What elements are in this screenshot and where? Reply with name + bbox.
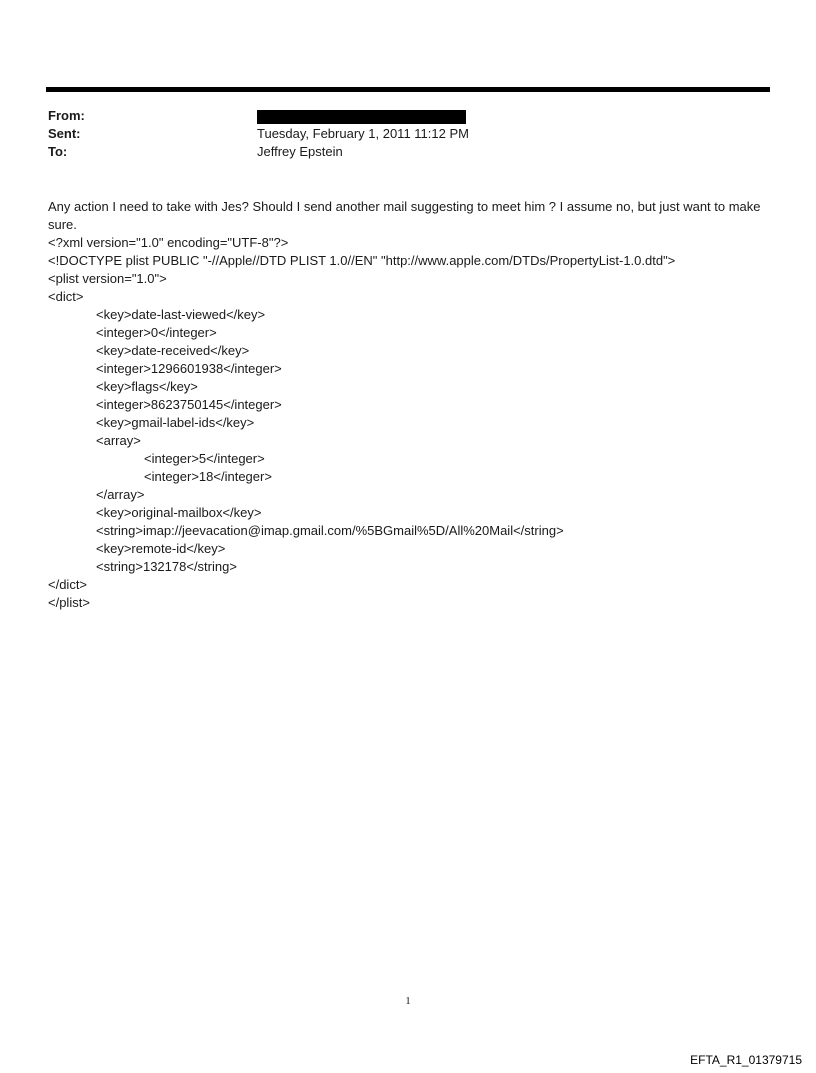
code-line: <integer>18</integer> <box>144 469 272 484</box>
code-line: </array> <box>96 487 145 502</box>
page-number: 1 <box>405 995 411 1007</box>
code-line: <dict> <box>48 289 84 304</box>
to-value: Jeffrey Epstein <box>257 144 343 159</box>
code-line: </dict> <box>48 577 88 592</box>
code-line: <string>imap://jeevacation@imap.gmail.com/%5BGmail%5D/All%20Mail</string> <box>96 523 564 538</box>
code-line: <key>original-mailbox</key> <box>96 505 262 520</box>
message-intro: Any action I need to take with Jes? Should I send another mail suggesting to meet him ? I assume no, but just want to make sure. <box>48 199 761 232</box>
code-line: <integer>5</integer> <box>144 451 265 466</box>
code-line: <!DOCTYPE plist PUBLIC "-//Apple//DTD PLIST 1.0//EN" "http://www.apple.com/DTDs/PropertyList-1.0.dtd"> <box>48 253 676 268</box>
code-line: <integer>1296601938</integer> <box>96 361 282 376</box>
message-body <box>48 198 770 612</box>
from-row <box>48 107 469 125</box>
code-line: <key>remote-id</key> <box>96 541 226 556</box>
email-header <box>48 107 469 161</box>
code-line: <key>flags</key> <box>96 379 198 394</box>
code-line: <integer>0</integer> <box>96 325 217 340</box>
from-label: From: <box>48 108 85 123</box>
sent-row <box>48 125 469 143</box>
code-line: <key>date-received</key> <box>96 343 250 358</box>
document-id: EFTA_R1_01379715 <box>690 1053 802 1067</box>
sent-label: Sent: <box>48 126 81 141</box>
code-line: <string>132178</string> <box>96 559 237 574</box>
code-line: <plist version="1.0"> <box>48 271 167 286</box>
to-label: To: <box>48 144 68 159</box>
code-line: <key>date-last-viewed</key> <box>96 307 266 322</box>
redaction-bar <box>257 110 466 124</box>
code-line: <key>gmail-label-ids</key> <box>96 415 255 430</box>
code-line: </plist> <box>48 595 90 610</box>
to-row <box>48 143 469 161</box>
code-line: <?xml version="1.0" encoding="UTF-8"?> <box>48 235 289 250</box>
from-value-redacted <box>257 107 466 125</box>
code-line: <integer>8623750145</integer> <box>96 397 282 412</box>
sent-value: Tuesday, February 1, 2011 11:12 PM <box>257 126 469 141</box>
code-line: <array> <box>96 433 141 448</box>
header-rule <box>46 87 770 92</box>
